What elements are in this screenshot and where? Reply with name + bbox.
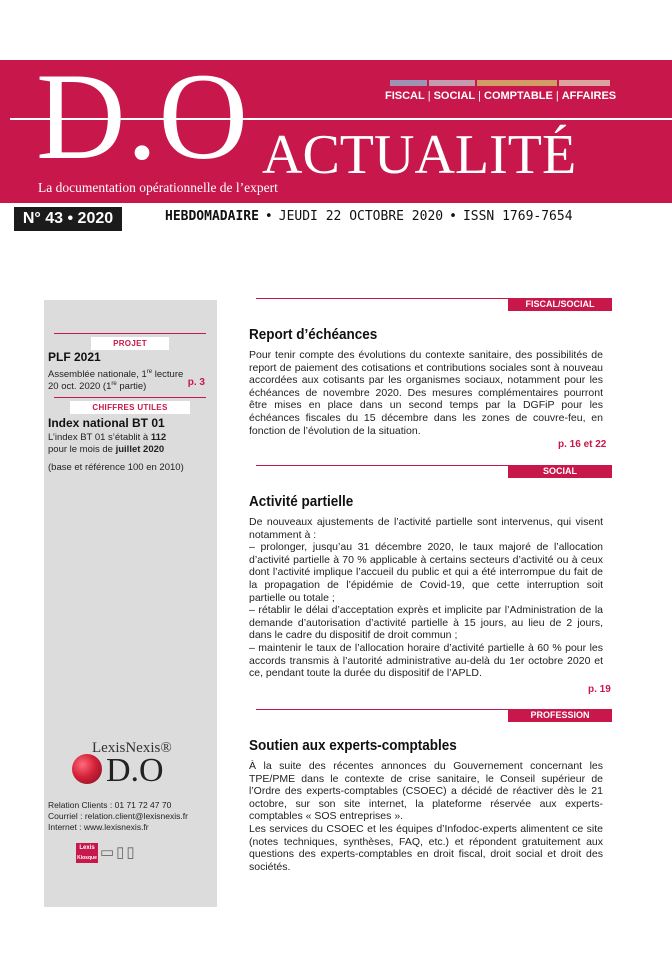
projet-line1: Assemblée nationale, 1re lecture — [48, 369, 184, 381]
contact-info — [48, 800, 188, 833]
article-ref-report[interactable]: p. 16 et 22 — [558, 439, 607, 450]
projet-label: PROJET — [54, 333, 206, 348]
masthead-tagline: La documentation opérationnelle de l’expert — [38, 180, 278, 195]
paragraph: – prolonger, jusqu’au 31 décembre 2020, le taux majoré de l’allocation d’activité partielle à 70 % applicable à certains secteurs d’activité ou à ceux dont l’activité implique l’accueil du public et qui a été interrompue du fait de la propagation de l’épidémie de Covid-19, que cette interruption soit partielle ou totale ; — [249, 541, 603, 604]
article-body-soutien — [249, 760, 603, 873]
masthead-title: ACTUALITÉ — [262, 124, 577, 186]
contact-website[interactable]: Internet : www.lexisnexis.fr — [48, 822, 149, 832]
chiffres-label: CHIFFRES UTILES — [54, 397, 206, 412]
paragraph: – maintenir le taux de l’allocation horaire d’activité partielle à 60 % pour les accords transmis à l’autorité administrative au-delà du 1er octobre 2020 et ce, pendant toute la durée du dispositif de l’APLD. — [249, 641, 603, 680]
section-label-fiscal-social: FISCAL/SOCIAL — [508, 298, 612, 311]
article-ref-activite[interactable]: p. 19 — [588, 684, 611, 695]
chiffres-line1: L’index BT 01 s’établit à 112 — [48, 432, 167, 443]
chiffres-title: Index national BT 01 — [48, 416, 165, 430]
chiffres-line3: (base et référence 100 en 2010) — [48, 462, 184, 473]
lexisnexis-wordmark: LexisNexis® — [92, 740, 172, 756]
issue-issn: ISSN 1769-7654 — [462, 209, 573, 224]
section-affaires: AFFAIRES — [561, 90, 617, 102]
strip-fiscal — [390, 80, 427, 86]
lexis-kiosque-icon: Lexis Kiosque — [77, 845, 97, 861]
projet-title: PLF 2021 — [48, 350, 101, 364]
projet-line2: 20 oct. 2020 (1re partie) — [48, 381, 147, 393]
article-body-report — [249, 349, 603, 437]
section-list: FISCAL | SOCIAL | COMPTABLE | AFFAIRES — [385, 90, 617, 102]
devices-icon: ▭▯▯ — [100, 844, 137, 861]
projet-ref[interactable]: p. 3 — [187, 377, 205, 388]
contact-phone: Relation Clients : 01 71 72 47 70 — [48, 800, 172, 810]
lexisnexis-logo-icon — [72, 754, 102, 784]
chiffres-line2: pour le mois de juillet 2020 — [48, 444, 165, 455]
paragraph: À la suite des récentes annonces du Gouvernement concernant les TPE/PME dans le contexte de crise sanitaire, le Conseil supérieur de l’Ordre des experts-comptables (CSOEC) a décidé de réactiver dès le 21 octobre, sur son site internet, la plateforme réservée aux experts-comptables « SOS entreprises ». — [249, 760, 603, 823]
paragraph: Les services du CSOEC et les équipes d’Infodoc-experts alimentent ce site (notes techniques, synthèses, FAQ, etc.) et répondent gratuitement aux questions des experts-comptables en droit fiscal, droit social et droit des sociétés. — [249, 822, 603, 873]
issue-number: N° 43 • 2020 — [14, 207, 122, 231]
section-social: SOCIAL — [433, 90, 476, 102]
strip-comptable — [477, 80, 557, 86]
section-fiscal: FISCAL — [385, 90, 425, 102]
section-comptable: COMPTABLE — [484, 90, 553, 102]
article-title-soutien: Soutien aux experts-comptables — [249, 737, 457, 754]
article-title-report: Report d’échéances — [249, 326, 378, 343]
strip-social — [429, 80, 475, 86]
masthead-logo-do: D.O — [36, 48, 250, 185]
article-title-activite: Activité partielle — [249, 493, 354, 510]
issue-frequency: HEBDOMADAIRE — [165, 209, 259, 224]
paragraph: Pour tenir compte des évolutions du contexte sanitaire, des possibilités de report de paiement des cotisations et contributions sociales sont à nouveau accordées aux cotisants par les organismes sociaux, notamment pour les échéances de novembre 2020. Des mesures complémentaires pourront être mises en place dans un second temps par la DGFiP pour les échéances fiscales du 15 décembre dans les zones de couvre-feu, en fonction de l’évolution de la situation. — [249, 349, 603, 437]
article-body-activite — [249, 516, 603, 680]
paragraph: De nouveaux ajustements de l’activité partielle sont intervenus, qui visent notamment à : — [249, 516, 603, 541]
paragraph: – rétablir le délai d’acceptation exprès et implicite par l’Administration de la demande d’autorisation d’activité partielle à 15 jours, au lieu de 2 jours, dans le cadre du dispositif de droit commun ; — [249, 604, 603, 642]
do-product-logo: D.O — [106, 752, 164, 789]
contact-email[interactable]: Courriel : relation.client@lexisnexis.fr — [48, 811, 188, 821]
issue-date: JEUDI 22 OCTOBRE 2020 — [278, 209, 444, 224]
section-label-social: SOCIAL — [508, 465, 612, 478]
issue-info: HEBDOMADAIRE • JEUDI 22 OCTOBRE 2020 • ISSN 1769-7654 — [165, 209, 573, 224]
section-label-profession: PROFESSION — [508, 709, 612, 722]
strip-affaires — [559, 80, 610, 86]
